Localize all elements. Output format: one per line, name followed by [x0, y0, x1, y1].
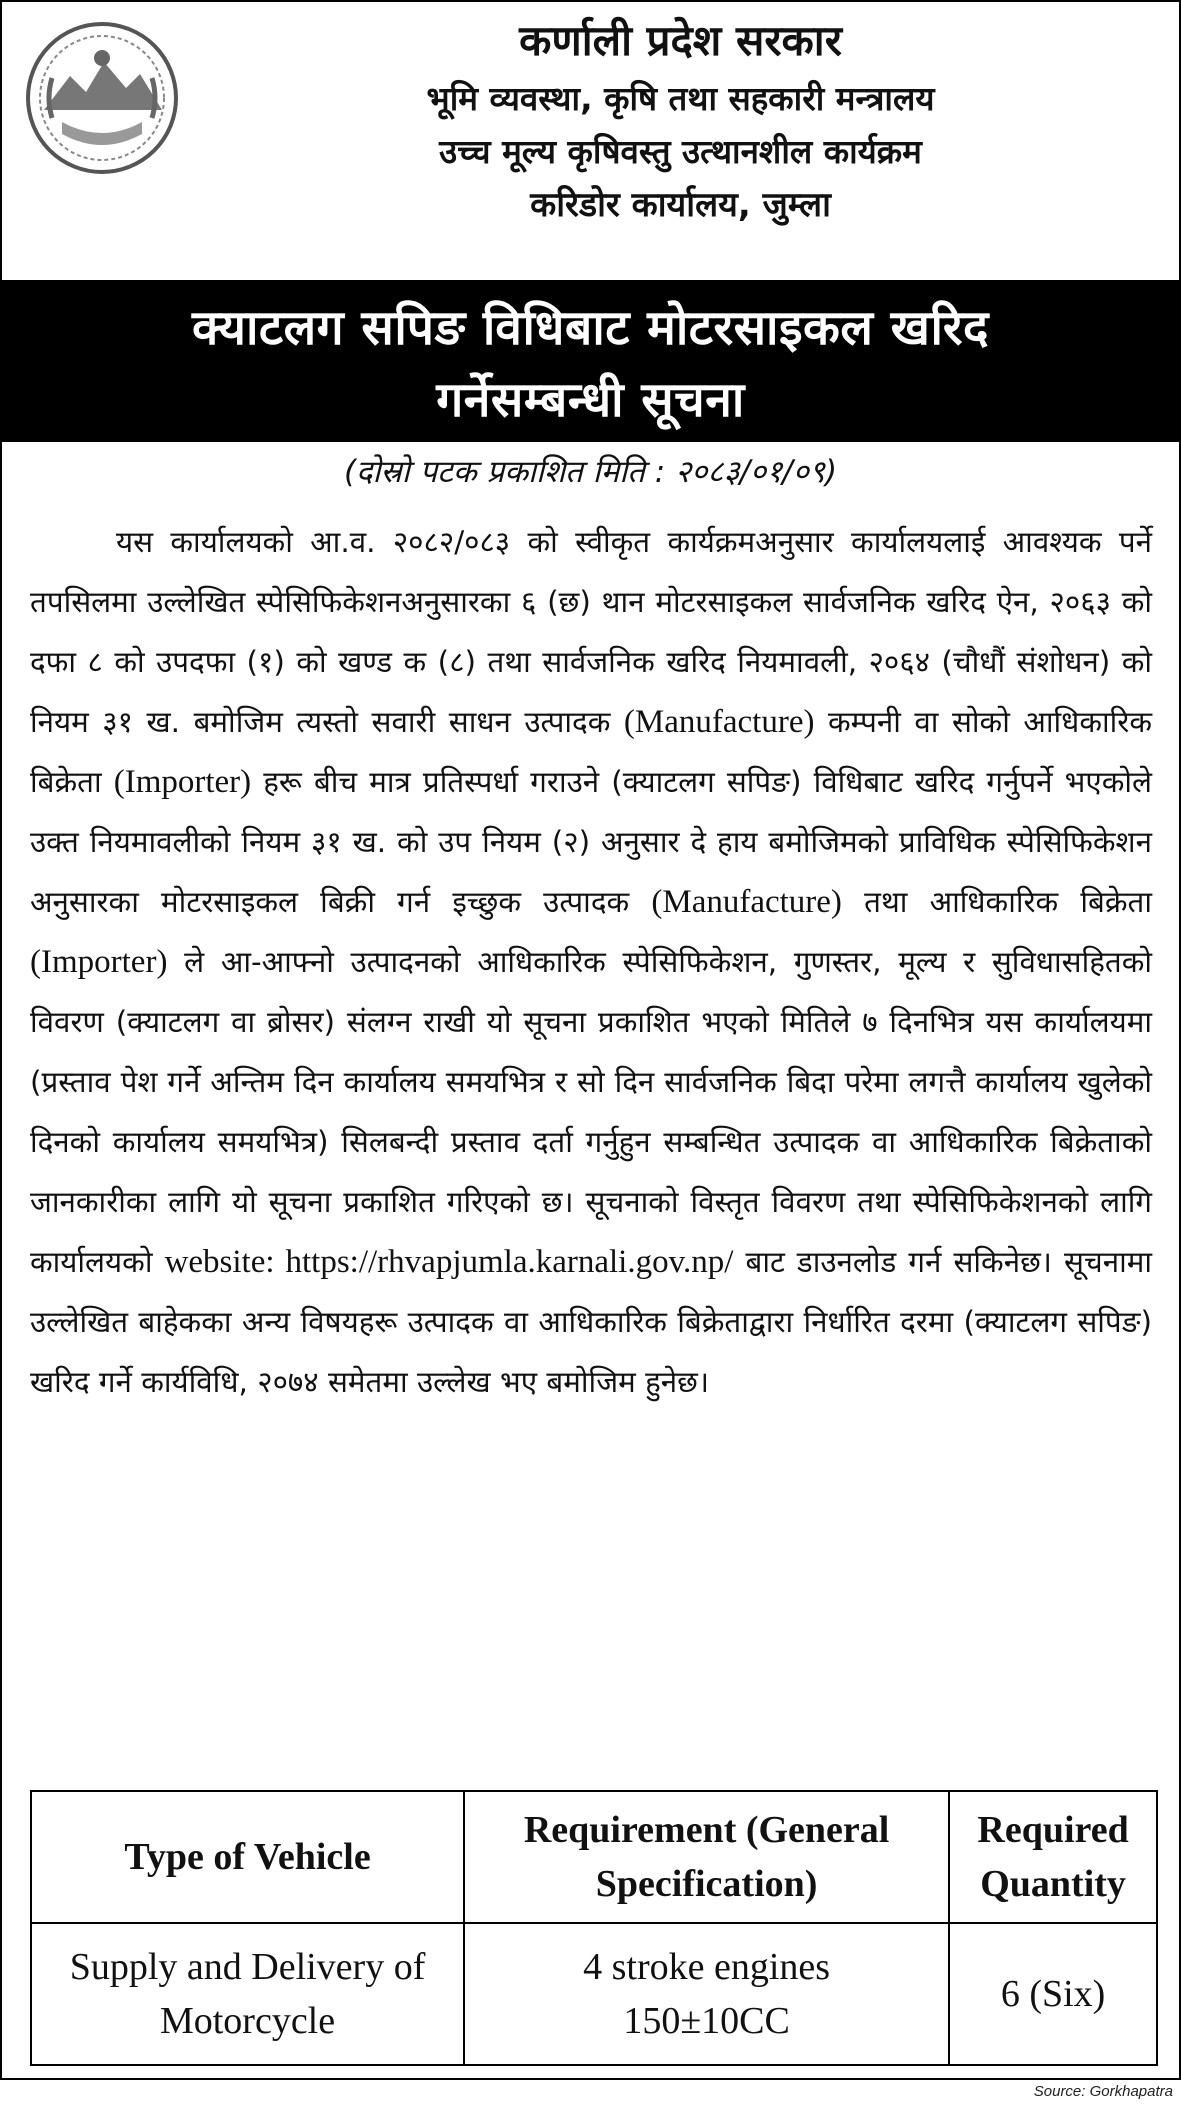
body-text-6: बाट डाउनलोड गर्न सकिनेछ। सूचनामा उल्लेखित बाहेकका अन्य विषयहरू उत्पादक वा आधिकारिक बिक्रेताद्वारा निर्धारित दरमा (क्याटलग सपिङ) खरिद गर्ने कार्यविधि, २०७४ समेतमा उल्लेख भए बमोजिम हुनेछ।: [30, 1245, 1152, 1399]
program-name: उच्च मूल्य कृषिवस्तु उत्थानशील कार्यक्रम: [439, 132, 922, 171]
body-text-2: कम्पनी वा सोको आधिकारिक बिक्रेता: [30, 705, 1152, 799]
title-line-1: क्याटलग सपिङ विधिबाट मोटरसाइकल खरिद: [191, 300, 989, 356]
notice-body: [30, 512, 1152, 1412]
manufacture-term: (Manufacture): [651, 884, 842, 920]
table-header-row: [31, 1791, 1157, 1923]
source-credit: Source: Gorkhapatra: [1033, 2083, 1173, 2100]
cell-quantity: 6 (Six): [949, 1923, 1157, 2065]
header-lines: [202, 16, 1159, 225]
province-government: कर्णाली प्रदेश सरकार: [519, 16, 842, 65]
body-text-5: ले आ-आफ्नो उत्पादनको आधिकारिक स्पेसिफिकेशन, गुणस्तर, मूल्य र सुविधासहितको विवरण (क्याटलग वा ब्रोसर) संलग्न राखी यो सूचना प्रकाशित भएको मितिले ७ दिनभित्र यस कार्यालयमा (प्रस्ताव पेश गर्ने अन्तिम दिन कार्यालय समयभित्र र सो दिन सार्वजनिक बिदा परेमा लगत्तै कार्यालय खुलेको दिनको कार्यालय समयभित्र) सिलबन्दी प्रस्ताव दर्ता गर्नुहुन सम्बन्धित उत्पादक वा आधिकारिक बिक्रेताको जानकारीका लागि यो सूचना प्रकाशित गरिएको छ। सूचनाको विस्तृत विवरण तथा स्पेसिफिकेशनको लागि कार्यालयको: [30, 945, 1152, 1279]
importer-term: (Importer): [113, 764, 252, 800]
importer-term: (Importer): [30, 944, 168, 980]
title-line-2: गर्नेसम्बन्धी सूचना: [436, 372, 745, 428]
cell-vehicle-type: Supply and Delivery of Motorcycle: [31, 1923, 464, 2065]
publication-note: (दोस्रो पटक प्रकाशित मिति : २०८३/०१/०९): [343, 454, 838, 490]
body-text-1: यस कार्यालयको आ.व. २०८२/०८३ को स्वीकृत कार्यक्रमअनुसार कार्यालयलाई आवश्यक पर्ने तपसिलमा उल्लेखित स्पेसिफिकेशनअनुसारका ६ (छ) थान मोटरसाइकल सार्वजनिक खरिद ऐन, २०६३ को दफा ८ को उपदफा (१) को खण्ड क (८) तथा सार्वजनिक खरिद नियमावली, २०६४ (चौधौं संशोधन) को नियम ३१ ख. बमोजिम त्यस्तो सवारी साधन उत्पादक: [30, 525, 1152, 739]
requirement-line-1: 4 stroke engines: [583, 1946, 831, 1988]
body-text-3: हरू बीच मात्र प्रतिस्पर्धा गराउने (क्याटलग सपिङ) विधिबाट खरिद गर्नुपर्ने भएकोले उक्त नियमावलीको नियम ३१ ख. को उप नियम (२) अनुसार दे हाय बमोजिमको प्राविधिक स्पेसिफिकेशन अनुसारका मोटरसाइकल बिक्री गर्न इच्छुक उत्पादक: [30, 765, 1152, 919]
column-header-requirement: Requirement (General Specification): [464, 1791, 949, 1923]
specification-table: [30, 1790, 1158, 2066]
website-link[interactable]: website: https://rhvapjumla.karnali.gov.np/: [164, 1244, 734, 1280]
notice-title: [2, 280, 1179, 442]
requirement-line-2: 150±10CC: [623, 2000, 790, 2042]
government-emblem-icon: [22, 18, 182, 178]
notice-header: [2, 2, 1179, 272]
column-header-type: Type of Vehicle: [31, 1791, 464, 1923]
manufacture-term: (Manufacture): [623, 704, 815, 740]
body-text-4: तथा आधिकारिक बिक्रेता: [864, 885, 1152, 919]
column-header-quantity: Required Quantity: [949, 1791, 1157, 1923]
cell-requirement: [464, 1923, 949, 2065]
table-row: [31, 1923, 1157, 2065]
office-name: करिडोर कार्यालय, जुम्ला: [530, 185, 831, 225]
ministry-name: भूमि व्यवस्था, कृषि तथा सहकारी मन्त्रालय: [426, 79, 935, 118]
